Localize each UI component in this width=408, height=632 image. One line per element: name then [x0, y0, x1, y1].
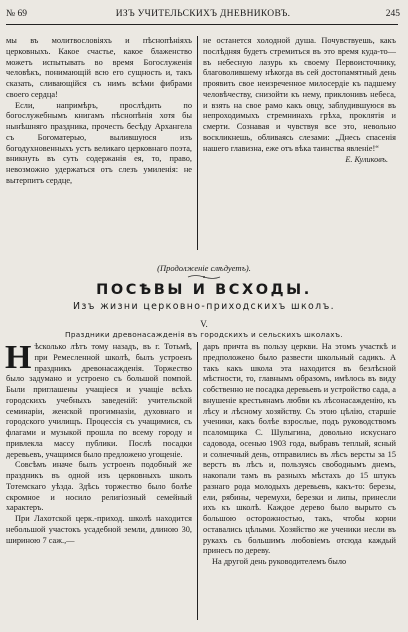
author-signature: Е. Куликовъ.	[345, 155, 388, 165]
paragraph: При Лахотской церк.-приход. школѣ находится небольшой участокъ усадебной земли, длиною 30, шириною 7 саж.,—	[6, 514, 192, 545]
page-number: 245	[385, 9, 400, 19]
running-header	[6, 7, 400, 21]
paragraph: Совсѣмъ иначе былъ устроенъ подобный же праздникъ въ одной изъ церковныхъ школъ Тотемскаго уѣзда. Здѣсь торжество было болѣе скромное и носило религіозный семейный характеръ.	[6, 460, 192, 513]
bottom-left-column	[5, 339, 192, 546]
paragraph: Если, напримѣръ, прослѣдить по богослужебнымъ книгамъ пѣснопѣнія хотя бы нынѣшняго праздника, прочесть бесѣду Архангела съ Богоматерью, вылившуюся изъ богодухновенныхъ устъ великаго церковнаго поэта, вникнуть въ суть содержанія ея, то, право, невозможно удержаться отъ слезъ умиленія: не вытерпитъ сердце,	[6, 100, 192, 185]
paragraph	[5, 339, 192, 460]
running-title: ИЗЪ УЧИТЕЛЬСКИХЪ ДНЕВНИКОВЪ.	[115, 9, 291, 19]
bottom-right-column	[203, 342, 396, 568]
top-right-column	[203, 36, 396, 165]
column-divider	[197, 36, 198, 250]
paragraph: даръ причта въ пользу церкви. На этомъ участкѣ и предположено было развести школьный садикъ. А такъ какъ школа эта находится въ безлѣсной мѣстности, то, главнымъ образомъ, имѣлось въ виду собственно не посадка деревьевъ и устройство сада, а внушеніе крестьянамъ любви къ лѣсонасажденію, къ лѣсу и лѣсному хозяйству. Съ этою цѣлію, старшіе ученики, какъ болѣе взрослые, подъ руководствомъ псаломщика С. Шулыгина, довольно искуснаго садовода, осенью 1903 года, выбравъ теплый, ясный и солнечный день, отправились въ лѣсъ версты за 15 верстъ въ лѣсъ и, пользуясь свободнымъ днемъ, накопали тамъ въ разныхъ мѣстахъ до 15 штукъ разнаго рода молодыхъ деревьевъ, какъ-то: березы, ели, рябины, черемухи, березки и липы, принесли ихъ къ школѣ. Каждое дерево было вырыто съ большою осторожностью, такъ, чтобы корни оставались цѣлыми. Хозяйство же ученики несли въ рукахъ съ большимъ любовіемъ отсюда каждый принесъ по дереву.	[203, 342, 396, 556]
article-heading: Праздники древонасажденія въ городскихъ и сельскихъ школахъ.	[65, 330, 343, 339]
paragraph-text: ѣсколько лѣтъ тому назадъ, въ г. Тотьмѣ, при Ремесленной школѣ, былъ устроенъ праздникъ древонасажденія. Торжество было задумано и устроено съ большой помпой. Были приглашены учащіеся и учащіе всѣхъ городскихъ учебныхъ заведеній: учительской семинаріи, женской прогимназіи, духовнаго и городского училищъ. Процессія съ учащимися, съ флагами и музыкой прошла по всему городу и привлекла массу публики. Послѣ посадки деревьевъ, учащимся было предложено угощеніе.	[6, 342, 192, 459]
section-title: ПОСѢВЫ И ВСХОДЫ.	[96, 282, 312, 298]
paragraph: На другой день руководителемъ было	[212, 557, 347, 566]
section-subtitle: Изъ жизни церковно-приходскихъ школъ.	[73, 301, 335, 312]
ornament-flourish	[186, 274, 222, 280]
continuation-note: (Продолженіе слѣдуетъ).	[157, 263, 251, 273]
header-rule	[6, 24, 398, 25]
top-left-column	[6, 36, 192, 187]
column-divider	[197, 342, 198, 620]
paragraph: не останется холодной душа. Почувствуешь, какъ послѣдняя будетъ стремиться въ это время куда-то—въ небесную лазурь къ своему Первоисточнику, благоволившему нѣкогда въ сей достопамятный день проявить свое неизреченное милосердіе къ падшему человѣчеству, снизойти къ нему, приклонивъ небеса, и взять на свое рамо какъ овцу, заблудившуюся въ непроходимыхъ стремнинахъ грѣха, проклятія и смерти. Сознавая и чувствуя все это, невольно воскликнешь, обливаясь слезами: „Днесь спасенія нашего главизна, еже отъ вѣка таинства явленіе!“	[203, 36, 396, 153]
paragraph: мы въ молитвословіяхъ и пѣснопѣніяхъ церковныхъ. Какое счастье, какое блаженство можетъ испытывать во время Богослуженія человѣкъ, понимающій всю его сущность и, такъ сказать, сливающійся съ нимъ всѣми фибрами своего сердца!	[6, 36, 192, 99]
drop-cap: Н	[5, 339, 32, 376]
part-number: V.	[200, 319, 208, 329]
issue-number: № 69	[6, 9, 27, 19]
